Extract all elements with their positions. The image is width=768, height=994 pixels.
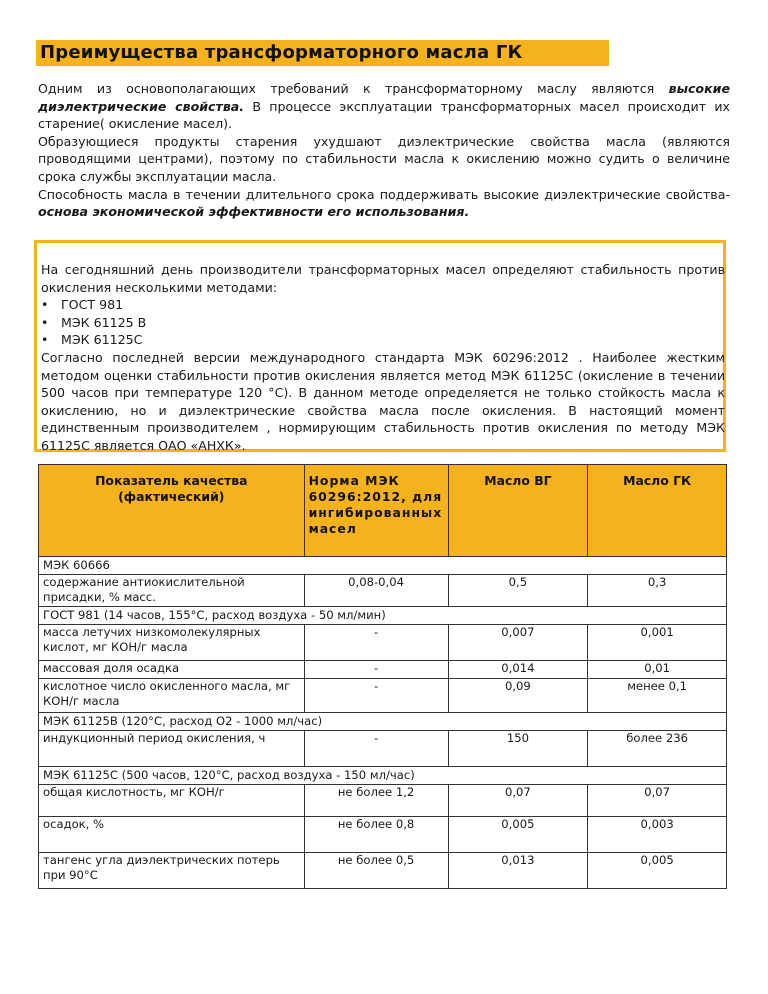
cell-gk: 0,01 bbox=[588, 661, 727, 679]
cell-norm: - bbox=[304, 661, 448, 679]
intro-paragraph-2: Образующиеся продукты старения ухудшают диэлектрические свойства масла (являются проводящими центрами), поэтому по стабильности масла к окислению можно судить о величине срока службы эксплуатации масла. bbox=[38, 133, 730, 184]
intro-p3-bold: основа экономической эффективности его использования. bbox=[38, 204, 470, 220]
table-row bbox=[39, 625, 727, 661]
table-section-row bbox=[39, 713, 727, 731]
cell-name: осадок, % bbox=[39, 817, 305, 853]
header-indicator: Показатель качества (фактический) bbox=[39, 465, 305, 557]
section-title: МЭК 61125С (500 часов, 120°С, расход воздуха - 150 мл/час) bbox=[39, 767, 727, 785]
methods-intro: На сегодняшний день производители трансформаторных масел определяют стабильность против окисления несколькими методами: bbox=[41, 262, 725, 295]
cell-gk: более 236 bbox=[588, 731, 727, 767]
intro-p1-start: Одним из основополагающих требований к трансформаторному маслу являются bbox=[38, 81, 669, 96]
intro-paragraph-3 bbox=[38, 186, 730, 221]
intro-paragraph-1 bbox=[38, 80, 730, 133]
cell-gk: менее 0,1 bbox=[588, 679, 727, 713]
cell-vg: 0,005 bbox=[448, 817, 588, 853]
method-item: • ГОСТ 981 bbox=[41, 296, 725, 314]
table-row bbox=[39, 731, 727, 767]
table-section-row bbox=[39, 767, 727, 785]
page-title: Преимущества трансформаторного масла ГК bbox=[36, 40, 534, 66]
cell-name: индукционный период окисления, ч bbox=[39, 731, 305, 767]
section-title: МЭК 61125В (120°С, расход О2 - 1000 мл/час) bbox=[39, 713, 727, 731]
table-section-row bbox=[39, 607, 727, 625]
cell-vg: 0,09 bbox=[448, 679, 588, 713]
table-row bbox=[39, 661, 727, 679]
cell-norm: - bbox=[304, 679, 448, 713]
cell-vg: 0,014 bbox=[448, 661, 588, 679]
table-row bbox=[39, 785, 727, 817]
cell-gk: 0,07 bbox=[588, 785, 727, 817]
cell-name: кислотное число окисленного масла, мг КОН/г масла bbox=[39, 679, 305, 713]
table-header-row bbox=[39, 465, 727, 557]
cell-norm: - bbox=[304, 625, 448, 661]
section-title: МЭК 60666 bbox=[39, 557, 727, 575]
methods-box-content bbox=[41, 261, 725, 455]
methods-list bbox=[41, 296, 725, 349]
intro-p1-bold: высокие диэлектрические свойства. bbox=[38, 81, 730, 114]
cell-name: содержание антиокислительной присадки, % масс. bbox=[39, 575, 305, 607]
methods-description: Согласно последней версии международного стандарта МЭК 60296:2012 . Наиболее жестким методом оценки стабильности против окисления является метод МЭК 61125С (окисление в течении 500 часов при температуре 120 °С). В данном методе определяется не только стойкость масла к окислению, но и диэлектрические свойства масла после окисления. В настоящий момент единственным производителем , нормирующим стабильность против окисления по методу МЭК 61125С является ОАО «АНХК». bbox=[41, 349, 725, 453]
intro-p3-start: Способность масла в течении длительного срока поддерживать высокие диэлектрические свойства- bbox=[38, 186, 730, 202]
cell-norm: 0,08-0,04 bbox=[304, 575, 448, 607]
table-row bbox=[39, 679, 727, 713]
header-norm: Норма МЭК 60296:2012, для ингибированных масел bbox=[304, 465, 448, 557]
intro-p1-end: В процессе эксплуатации трансформаторных масел происходит их старение( окисление масел). bbox=[38, 98, 730, 132]
cell-vg: 0,007 bbox=[448, 625, 588, 661]
table-row bbox=[39, 817, 727, 853]
header-gk: Масло ГК bbox=[588, 465, 727, 557]
cell-gk: 0,001 bbox=[588, 625, 727, 661]
cell-gk: 0,3 bbox=[588, 575, 727, 607]
cell-name: общая кислотность, мг КОН/г bbox=[39, 785, 305, 817]
cell-gk: 0,003 bbox=[588, 817, 727, 853]
cell-vg: 150 bbox=[448, 731, 588, 767]
cell-name: масса летучих низкомолекулярных кислот, мг КОН/г масла bbox=[39, 625, 305, 661]
cell-norm: - bbox=[304, 731, 448, 767]
cell-norm: не более 0,8 bbox=[304, 817, 448, 853]
section-title: ГОСТ 981 (14 часов, 155°С, расход воздуха - 50 мл/мин) bbox=[39, 607, 727, 625]
cell-name: тангенс угла диэлектрических потерь при 90°С bbox=[39, 853, 305, 889]
cell-vg: 0,013 bbox=[448, 853, 588, 889]
table-row bbox=[39, 575, 727, 607]
table-row bbox=[39, 853, 727, 889]
methods-box bbox=[34, 240, 726, 452]
intro-text bbox=[38, 80, 730, 221]
cell-gk: 0,005 bbox=[588, 853, 727, 889]
table-section-row bbox=[39, 557, 727, 575]
method-item: • МЭК 61125 В bbox=[41, 314, 725, 332]
quality-table bbox=[38, 464, 727, 889]
cell-norm: не более 1,2 bbox=[304, 785, 448, 817]
header-vg: Масло ВГ bbox=[448, 465, 588, 557]
cell-norm: не более 0,5 bbox=[304, 853, 448, 889]
cell-name: массовая доля осадка bbox=[39, 661, 305, 679]
method-item: • МЭК 61125С bbox=[41, 331, 725, 349]
table-body bbox=[39, 557, 727, 889]
cell-vg: 0,5 bbox=[448, 575, 588, 607]
cell-vg: 0,07 bbox=[448, 785, 588, 817]
